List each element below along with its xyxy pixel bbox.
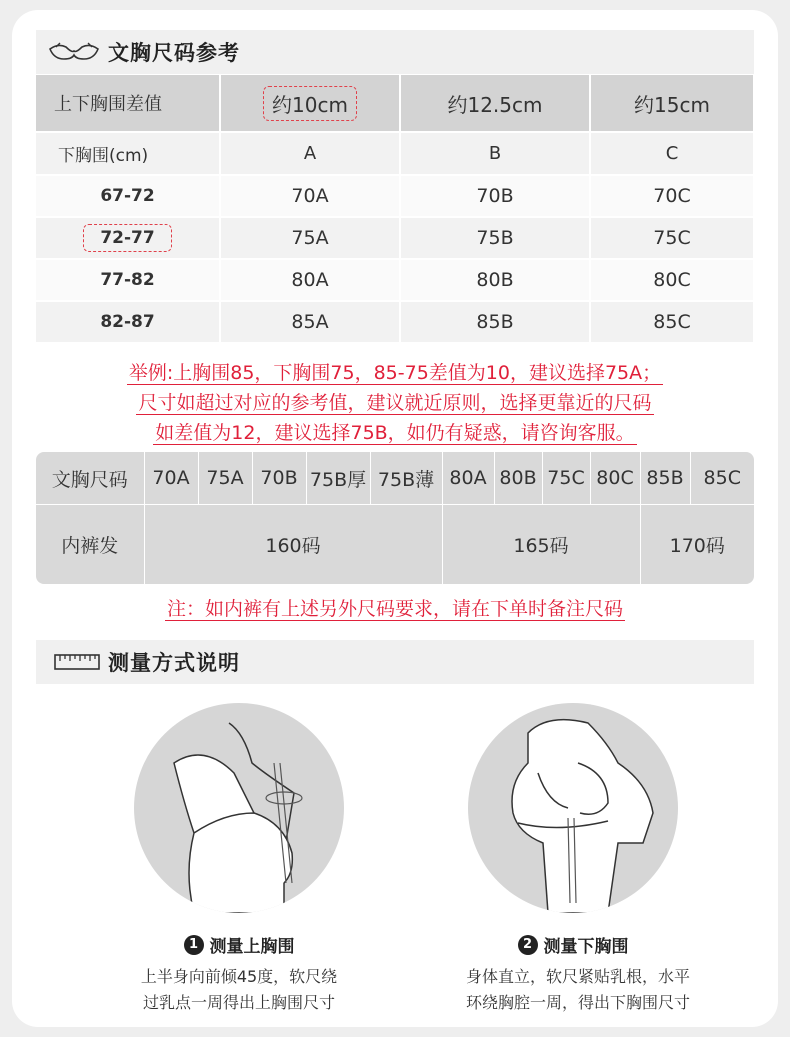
subheader-cell: 下胸围(cm) <box>36 132 220 175</box>
step-desc-line: 过乳点一周得出上胸围尺寸 <box>142 993 335 1012</box>
step-title-text: 测量上胸围 <box>209 937 295 957</box>
table-cell <box>36 217 220 259</box>
table-cell: 85B <box>400 301 590 343</box>
section-header-size-chart <box>36 30 754 74</box>
table-cell: 82-87 <box>36 301 220 343</box>
table-row <box>36 259 754 301</box>
table-cell: 75B <box>400 217 590 259</box>
section-title: 测量方式说明 <box>108 651 240 675</box>
table-cell: 80C <box>590 259 754 301</box>
ruler-icon <box>54 653 100 671</box>
subheader-cell: B <box>400 132 590 175</box>
measure-under-bust-illustration <box>468 703 678 913</box>
bra-icon <box>48 41 100 63</box>
section-header-measure <box>36 640 754 684</box>
example-note-line-1 <box>36 358 754 385</box>
size-cell: 75A <box>198 452 252 505</box>
subheader-cell: A <box>220 132 400 175</box>
size-cell: 75B薄 <box>370 452 442 505</box>
table-cell: 77-82 <box>36 259 220 301</box>
panty-size-cell: 160码 <box>144 505 442 584</box>
bra-size-row <box>36 452 754 505</box>
step-title-text: 测量下胸围 <box>543 937 629 957</box>
table-cell: 70C <box>590 175 754 217</box>
table-subheader-row <box>36 132 754 175</box>
step-2-description <box>408 964 748 1016</box>
size-cell: 70A <box>144 452 198 505</box>
table-row <box>36 175 754 217</box>
size-cell: 80C <box>590 452 640 505</box>
size-cell: 75B厚 <box>306 452 370 505</box>
table-row <box>36 301 754 343</box>
step-title <box>134 932 344 957</box>
table-cell: 70B <box>400 175 590 217</box>
highlight-box: 约10cm <box>263 86 357 121</box>
header-cell: 约15cm <box>590 75 754 132</box>
panty-size-table <box>36 452 754 584</box>
table-cell: 75C <box>590 217 754 259</box>
note-text: 注：如内裤有上述另外尺码要求，请在下单时备注尺码 <box>166 598 623 620</box>
table-cell: 80B <box>400 259 590 301</box>
step-1-description <box>64 964 414 1016</box>
size-cell: 85C <box>690 452 754 505</box>
row-label: 文胸尺码 <box>36 452 144 505</box>
example-note-line-2 <box>36 388 754 415</box>
table-cell: 80A <box>220 259 400 301</box>
table-row <box>36 217 754 259</box>
example-note-line-3 <box>36 418 754 445</box>
measure-upper-bust-illustration <box>134 703 344 913</box>
panty-note <box>36 594 754 621</box>
header-cell: 上下胸围差值 <box>36 75 220 132</box>
step-title <box>468 932 678 957</box>
step-2 <box>468 932 678 957</box>
bra-size-table <box>36 75 755 344</box>
section-title: 文胸尺码参考 <box>108 41 240 65</box>
header-cell <box>220 75 400 132</box>
table-header-row <box>36 75 754 132</box>
size-cell: 75C <box>542 452 590 505</box>
note-text: 举例:上胸围85，下胸围75，85-75差值为10，建议选择75A； <box>128 362 662 384</box>
step-1 <box>134 932 344 957</box>
highlight-box: 72-77 <box>83 224 171 252</box>
size-cell: 70B <box>252 452 306 505</box>
step-desc-line: 上半身向前倾45度，软尺绕 <box>140 967 338 986</box>
step-desc-line: 身体直立，软尺紧贴乳根，水平 <box>465 967 690 986</box>
panty-size-cell: 170码 <box>669 535 725 558</box>
size-cell: 85B <box>640 452 690 505</box>
subheader-cell: C <box>590 132 754 175</box>
step-number-badge: 1 <box>184 935 204 955</box>
note-text: 尺寸如超过对应的参考值，建议就近原则，选择更靠近的尺码 <box>138 392 652 414</box>
panty-size-row <box>36 505 754 584</box>
table-cell: 70A <box>220 175 400 217</box>
note-text: 如差值为12，建议选择75B，如仍有疑惑，请咨询客服。 <box>155 422 635 444</box>
panty-size-cell: 165码 <box>442 505 640 584</box>
header-cell: 约12.5cm <box>400 75 590 132</box>
step-desc-line: 环绕胸腔一周，得出下胸围尺寸 <box>465 993 690 1012</box>
table-cell: 67-72 <box>36 175 220 217</box>
size-cell: 80A <box>442 452 494 505</box>
table-cell: 75A <box>220 217 400 259</box>
row-label: 内裤发 <box>36 505 144 584</box>
size-cell: 80B <box>494 452 542 505</box>
table-cell: 85C <box>590 301 754 343</box>
step-number-badge: 2 <box>518 935 538 955</box>
table-cell: 85A <box>220 301 400 343</box>
